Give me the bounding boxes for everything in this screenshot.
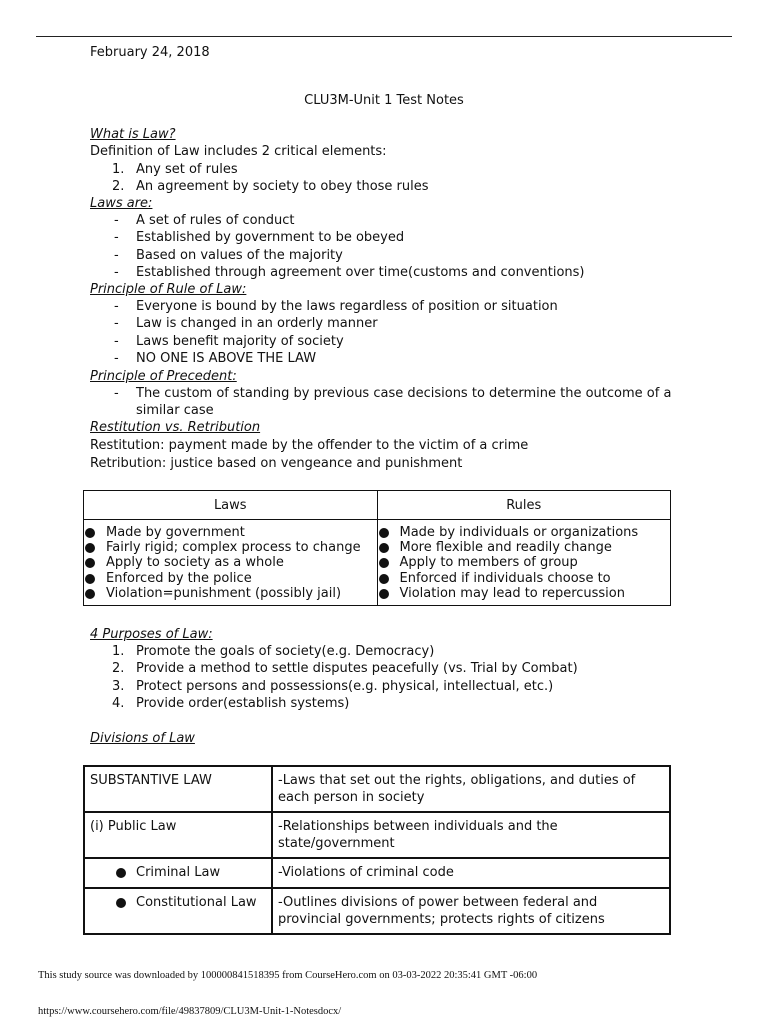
- division-description: -Outlines divisions of power between federal and provincial governments; protects rights of citizens: [272, 888, 670, 934]
- list-item: - Law is changed in an orderly manner: [114, 316, 378, 332]
- document-date: February 24, 2018: [90, 45, 210, 60]
- definition-intro: Definition of Law includes 2 critical elements:: [90, 144, 387, 159]
- list-item: Made by government: [84, 525, 377, 540]
- list-item: Violation=punishment (possibly jail): [84, 586, 377, 601]
- bullet-icon: [379, 528, 389, 538]
- bullet-icon: [379, 589, 389, 599]
- list-item: Apply to society as a whole: [84, 555, 377, 570]
- source-url[interactable]: https://www.coursehero.com/file/49837809/CLU3M-Unit-1-Notesdocx/: [38, 1006, 342, 1017]
- heading-purposes-of-law: 4 Purposes of Law:: [90, 627, 213, 642]
- bullet-icon: [85, 558, 95, 568]
- table-row: [84, 858, 670, 888]
- bullet-icon: [379, 574, 389, 584]
- heading-rule-of-law: Principle of Rule of Law:: [90, 282, 247, 297]
- division-term: Constitutional Law: [136, 895, 257, 910]
- rules-column-header: Rules: [377, 491, 671, 520]
- laws-column-header: Laws: [84, 491, 378, 520]
- list-item: - Established through agreement over time(customs and conventions): [114, 264, 585, 280]
- top-divider: [36, 36, 732, 37]
- list-item: - Based on values of the majority: [114, 247, 343, 263]
- division-term: Criminal Law: [136, 865, 221, 880]
- table-row: [84, 888, 670, 934]
- list-item: Apply to members of group: [378, 555, 671, 570]
- list-item: 3. Protect persons and possessions(e.g. physical, intellectual, etc.): [112, 678, 554, 694]
- list-item: - A set of rules of conduct: [114, 213, 295, 228]
- bullet-icon: [116, 868, 126, 878]
- heading-precedent: Principle of Precedent:: [90, 369, 237, 384]
- list-item: Fairly rigid; complex process to change: [84, 540, 377, 555]
- list-item: Enforced by the police: [84, 571, 377, 586]
- bullet-icon: [85, 574, 95, 584]
- bullet-icon: [85, 543, 95, 553]
- division-term-cell: [84, 888, 272, 934]
- list-item: 1. Promote the goals of society(e.g. Democracy): [112, 644, 435, 659]
- division-description: -Laws that set out the rights, obligations, and duties of each person in society: [272, 766, 670, 812]
- document-title: CLU3M-Unit 1 Test Notes: [304, 93, 464, 108]
- restitution-definition: Restitution: payment made by the offender to the victim of a crime: [90, 438, 529, 453]
- list-item: Enforced if individuals choose to: [378, 571, 671, 586]
- laws-rules-table: [83, 490, 671, 606]
- bullet-icon: [85, 589, 95, 599]
- bullet-icon: [85, 528, 95, 538]
- list-item: 1. Any set of rules: [112, 162, 238, 177]
- list-item: 4. Provide order(establish systems): [112, 695, 350, 711]
- precedent-list: [90, 385, 676, 420]
- heading-laws-are: Laws are:: [90, 196, 153, 211]
- division-description: -Relationships between individuals and the state/government: [272, 812, 670, 858]
- division-term: SUBSTANTIVE LAW: [84, 766, 272, 812]
- bullet-icon: [116, 898, 126, 908]
- rules-cell: [377, 520, 671, 606]
- list-item: - Laws benefit majority of society: [114, 333, 344, 349]
- table-row: [84, 766, 670, 812]
- list-item: Made by individuals or organizations: [378, 525, 671, 540]
- list-item: More flexible and readily change: [378, 540, 671, 555]
- list-item: Violation may lead to repercussion: [378, 586, 671, 601]
- heading-restitution-retribution: Restitution vs. Retribution: [90, 420, 261, 435]
- bullet-icon: [379, 543, 389, 553]
- list-item: - NO ONE IS ABOVE THE LAW: [114, 350, 317, 366]
- list-item: - The custom of standing by previous case decisions to determine the outcome of a similar case: [114, 386, 672, 419]
- download-source-notice: This study source was downloaded by 100000841518395 from CourseHero.com on 03-03-2022 20:35:41 GMT -06:00: [38, 970, 538, 981]
- purposes-list: [90, 643, 578, 712]
- division-term-cell: [84, 858, 272, 888]
- laws-cell: [84, 520, 378, 606]
- heading-what-is-law: What is Law?: [90, 127, 176, 142]
- list-item: 2. Provide a method to settle disputes peacefully (vs. Trial by Combat): [112, 661, 578, 677]
- bullet-icon: [379, 558, 389, 568]
- division-term: (i) Public Law: [84, 812, 272, 858]
- heading-divisions-of-law: Divisions of Law: [90, 731, 195, 746]
- table-row: [84, 812, 670, 858]
- divisions-table: [83, 765, 671, 935]
- retribution-definition: Retribution: justice based on vengeance and punishment: [90, 456, 463, 471]
- division-description: -Violations of criminal code: [272, 858, 670, 888]
- rule-of-law-list: [90, 298, 558, 367]
- list-item: - Everyone is bound by the laws regardless of position or situation: [114, 299, 558, 314]
- critical-elements-list: [90, 161, 429, 196]
- list-item: - Established by government to be obeyed: [114, 230, 405, 246]
- laws-are-list: [90, 212, 585, 281]
- list-item: 2. An agreement by society to obey those rules: [112, 179, 429, 195]
